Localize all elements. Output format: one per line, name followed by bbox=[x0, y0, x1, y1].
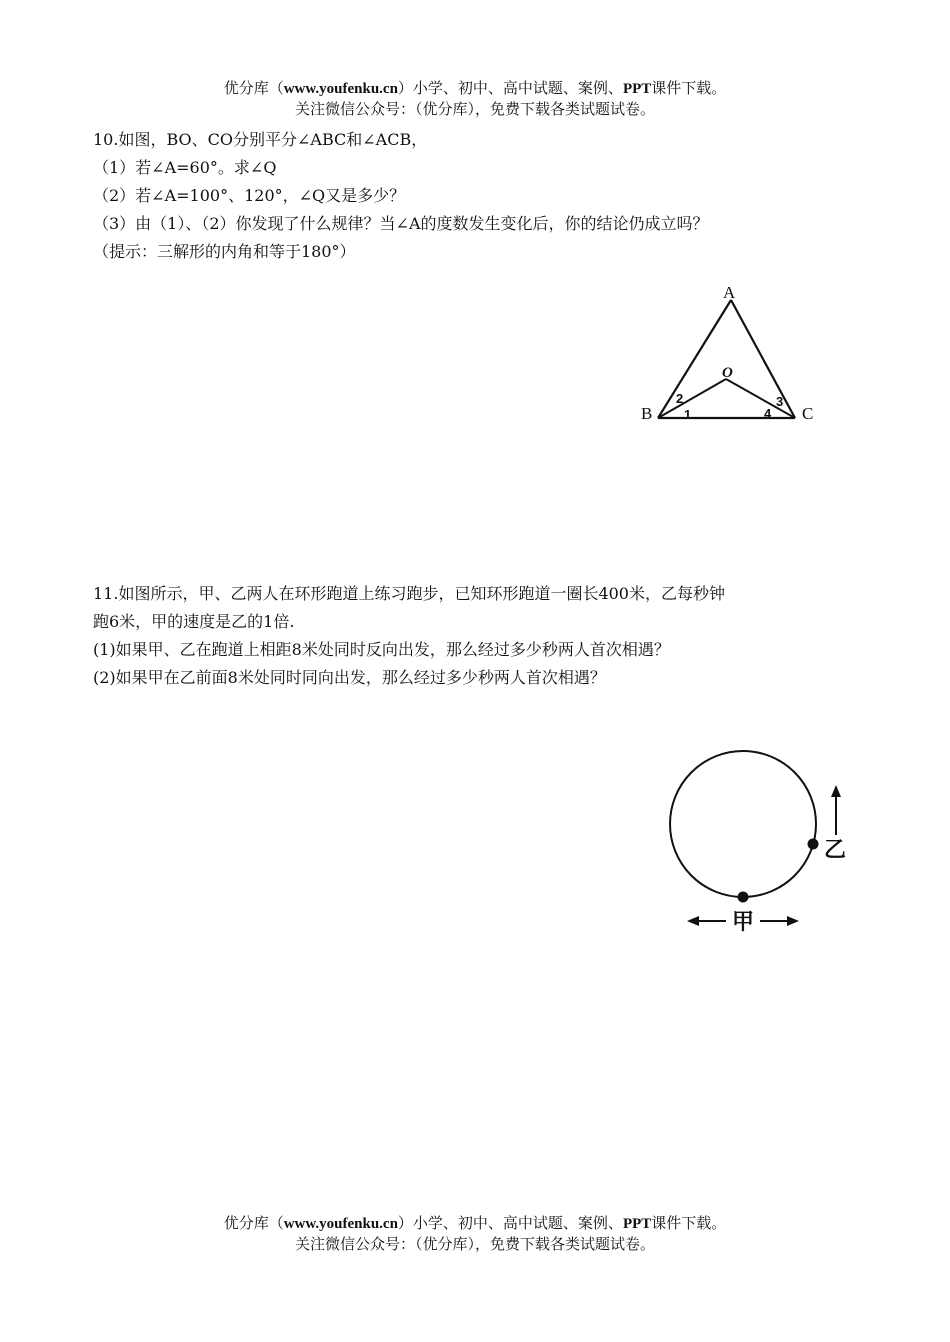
header-site-link[interactable]: www.youfenku.cn bbox=[283, 81, 398, 97]
jia-arrow-left-icon bbox=[687, 916, 699, 926]
point-o-label: O bbox=[722, 365, 733, 381]
angle-4-label: 4 bbox=[764, 406, 772, 421]
header-prefix: 优分库（ bbox=[223, 79, 284, 97]
footer-suffix: 课件下载。 bbox=[651, 1214, 727, 1232]
yi-arrow-up-icon bbox=[831, 785, 841, 797]
yi-label: 乙 bbox=[824, 838, 847, 863]
jia-arrow-right-icon bbox=[787, 916, 799, 926]
segment-bo bbox=[658, 379, 726, 418]
header-ppt: PPT bbox=[622, 81, 652, 97]
side-ab bbox=[658, 300, 731, 418]
jia-label: 甲 bbox=[732, 910, 755, 935]
q10-hint: （提示：三解形的内角和等于180°） bbox=[93, 242, 356, 261]
yi-position-dot bbox=[808, 839, 819, 850]
triangle-figure bbox=[630, 280, 830, 430]
q11-part-1: (1)如果甲、乙在跑道上相距8米处同时反向出发，那么经过多少秒两人首次相遇？ bbox=[93, 640, 670, 659]
q11-part-2: (2)如果甲在乙前面8米处同时同向出发，那么经过多少秒两人首次相遇？ bbox=[93, 668, 606, 687]
footer-line-1 bbox=[0, 1213, 950, 1234]
angle-1-label: 1 bbox=[684, 407, 692, 422]
footer-line-2: 关注微信公众号：（优分库），免费下载各类试题试卷。 bbox=[294, 1235, 655, 1253]
footer-mid: ）小学、初中、高中试题、案例、 bbox=[397, 1214, 623, 1232]
page-header bbox=[0, 78, 950, 119]
footer-site-link[interactable]: www.youfenku.cn bbox=[283, 1216, 398, 1232]
footer-prefix: 优分库（ bbox=[223, 1214, 284, 1232]
vertex-b-label: B bbox=[641, 404, 653, 423]
angle-2-label: 2 bbox=[676, 391, 684, 406]
q10-stem: 10.如图，BO、CO分别平分∠ABC和∠ACB， bbox=[93, 130, 428, 149]
vertex-a-label: A bbox=[723, 283, 736, 302]
page-footer bbox=[0, 1213, 950, 1254]
q10-part-3: （3）由（1）、（2）你发现了什么规律？当∠A的度数发生变化后，你的结论仍成立吗？ bbox=[93, 214, 709, 233]
q10-part-2: （2）若∠A=100°、120°，∠Q又是多少？ bbox=[93, 186, 406, 205]
q11-stem-line-1: 11.如图所示，甲、乙两人在环形跑道上练习跑步，已知环形跑道一圈长400米，乙每秒钟 bbox=[93, 584, 725, 603]
jia-position-dot bbox=[738, 892, 749, 903]
header-line-1 bbox=[0, 78, 950, 99]
header-suffix: 课件下载。 bbox=[651, 79, 727, 97]
q10-part-1: （1）若∠A=60°。求∠Q bbox=[93, 158, 277, 177]
question-11 bbox=[93, 580, 863, 692]
header-mid: ）小学、初中、高中试题、案例、 bbox=[397, 79, 623, 97]
q11-stem-line-2: 跑6米，甲的速度是乙的1倍. bbox=[93, 612, 295, 631]
header-line-2: 关注微信公众号：（优分库），免费下载各类试题试卷。 bbox=[294, 100, 655, 118]
track-figure bbox=[660, 745, 860, 945]
circular-track bbox=[670, 751, 816, 897]
angle-3-label: 3 bbox=[776, 394, 784, 409]
footer-ppt: PPT bbox=[622, 1216, 652, 1232]
question-10 bbox=[93, 126, 863, 266]
vertex-c-label: C bbox=[802, 404, 814, 423]
